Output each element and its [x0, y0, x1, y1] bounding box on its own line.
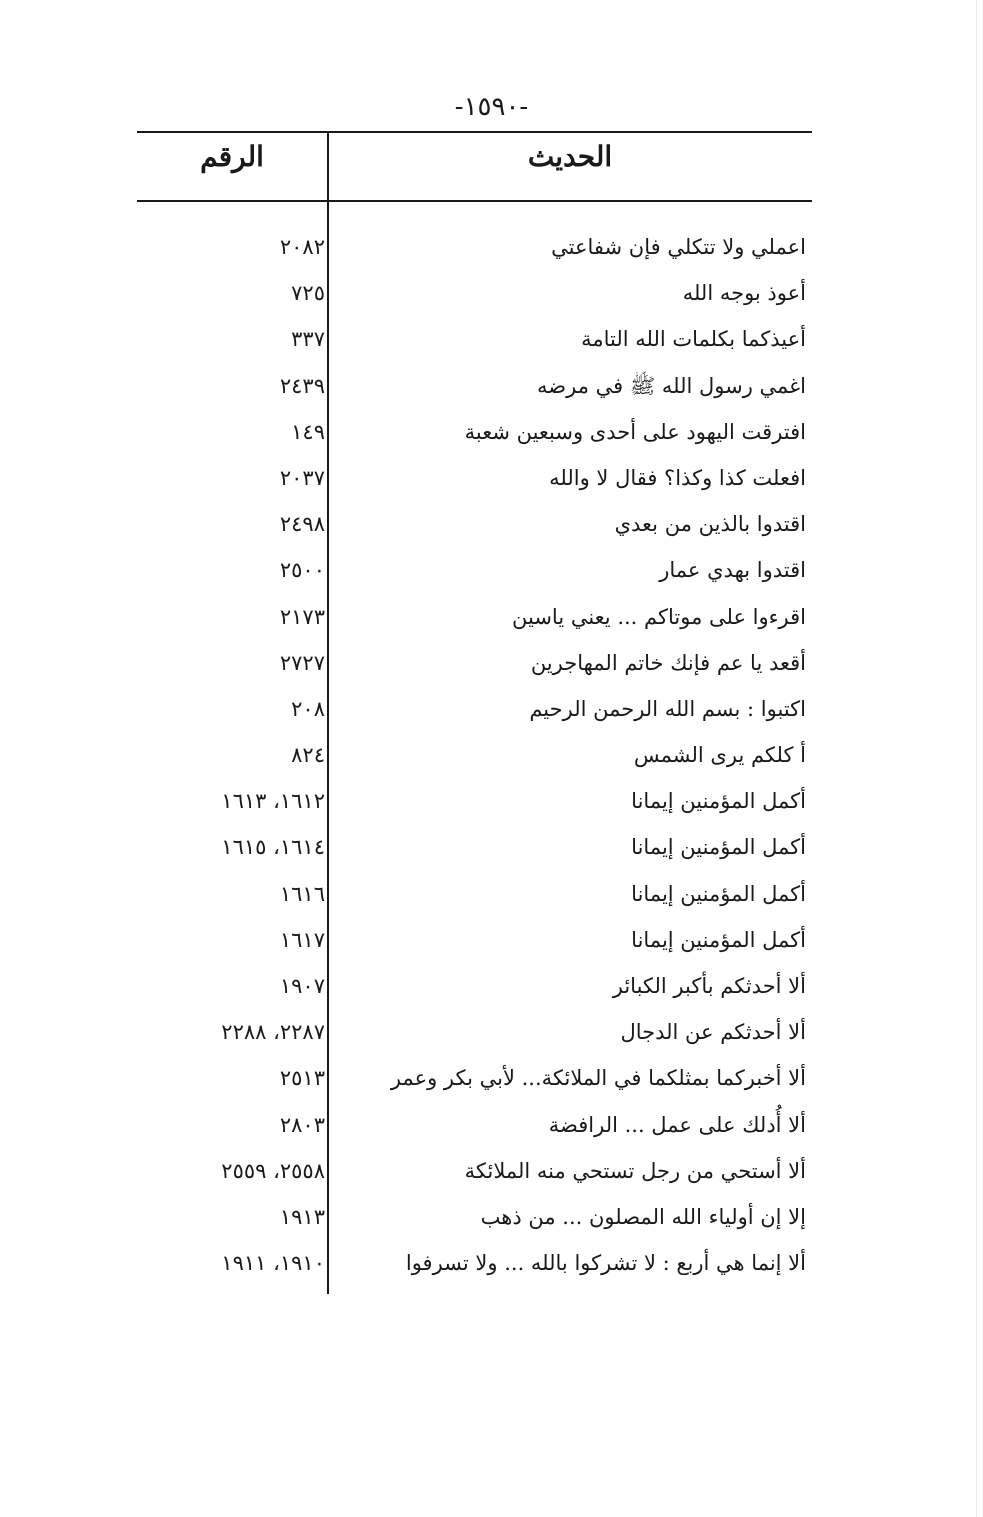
table-row — [137, 409, 812, 455]
hadith-number: ٢٠٨ — [291, 696, 325, 721]
hadith-text: اكتبوا : بسم الله الرحمن الرحيم — [529, 696, 806, 721]
table-row — [137, 1194, 812, 1240]
table-top-rule — [137, 131, 812, 133]
hadith-text: إلا إن أولياء الله المصلون ... من ذهب — [480, 1204, 806, 1229]
hadith-number: ١٦١٤، ١٦١٥ — [221, 835, 325, 860]
hadith-number: ١٩١٠، ١٩١١ — [221, 1251, 325, 1276]
hadith-text: أكمل المؤمنين إيمانا — [631, 927, 806, 952]
hadith-text: افعلت كذا وكذا؟ فقال لا والله — [549, 465, 806, 490]
column-header-number: الرقم — [200, 140, 264, 173]
hadith-text: اقتدوا بهدي عمار — [659, 558, 806, 583]
hadith-text: اغمي رسول الله ﷺ في مرضه — [537, 373, 806, 398]
hadith-number: ١٩١٣ — [279, 1204, 325, 1229]
hadith-number: ١٦١٧ — [279, 927, 325, 952]
hadith-number: ٢٨٠٣ — [279, 1112, 325, 1137]
hadith-text: أكمل المؤمنين إيمانا — [631, 789, 806, 814]
hadith-number: ٢٥٠٠ — [279, 558, 325, 583]
hadith-number: ٣٣٧ — [291, 327, 325, 352]
hadith-text: أعيذكما بكلمات الله التامة — [581, 327, 806, 352]
table-row — [137, 501, 812, 547]
table-row — [137, 1148, 812, 1194]
table-row — [137, 594, 812, 640]
page-edge-line — [976, 0, 977, 1517]
table-row — [137, 224, 812, 270]
table-row — [137, 686, 812, 732]
hadith-number: ٨٢٤ — [291, 743, 325, 768]
table-row — [137, 363, 812, 409]
table-row — [137, 778, 812, 824]
column-header-hadith: الحديث — [527, 140, 613, 173]
hadith-number: ٢٧٢٧ — [279, 650, 325, 675]
hadith-text: ألا أخبركما بمثلكما في الملائكة... لأبي بكر وعمر — [390, 1066, 806, 1091]
table-row — [137, 824, 812, 870]
hadith-number: ١٦١٢، ١٦١٣ — [221, 789, 325, 814]
table-row — [137, 917, 812, 963]
table-row — [137, 1102, 812, 1148]
hadith-text: اعملي ولا تتكلي فإن شفاعتي — [551, 235, 806, 259]
page-number: -١٥٩٠- — [454, 92, 529, 122]
hadith-text: ألا أستحي من رجل تستحي منه الملائكة — [464, 1158, 806, 1183]
hadith-number: ٢٤٩٨ — [279, 512, 325, 537]
hadith-text: أكمل المؤمنين إيمانا — [631, 835, 806, 860]
hadith-text: افترقت اليهود على أحدى وسبعين شعبة — [464, 419, 806, 444]
hadith-number: ١٩٠٧ — [279, 974, 325, 998]
index-table-body — [137, 224, 812, 1286]
table-row — [137, 871, 812, 917]
table-row — [137, 1009, 812, 1055]
hadith-text: أقعد يا عم فإنك خاتم المهاجرين — [530, 650, 806, 675]
table-row — [137, 1240, 812, 1286]
hadith-number: ٢٥٥٨، ٢٥٥٩ — [221, 1158, 325, 1183]
hadith-number: ٢٤٣٩ — [279, 373, 325, 398]
hadith-text: أعوذ بوجه الله — [682, 281, 806, 306]
table-row — [137, 547, 812, 593]
hadith-text: ألا أُدلك على عمل ... الرافضة — [548, 1112, 806, 1137]
table-row — [137, 1055, 812, 1101]
hadith-text: ألا إنما هي أربع : لا تشركوا بالله ... ولا تسرفوا — [405, 1251, 806, 1276]
table-header-rule — [137, 200, 812, 202]
hadith-text: أ كلكم يرى الشمس — [633, 743, 806, 768]
hadith-number: ١٤٩ — [291, 419, 325, 444]
table-row — [137, 270, 812, 316]
table-row — [137, 963, 812, 1009]
table-row — [137, 640, 812, 686]
hadith-text: ألا أحدثكم عن الدجال — [620, 1020, 806, 1045]
table-row — [137, 316, 812, 362]
hadith-number: ٢٠٨٢ — [279, 235, 325, 259]
hadith-number: ١٦١٦ — [279, 881, 325, 906]
hadith-number: ٢١٧٣ — [279, 604, 325, 629]
table-row — [137, 732, 812, 778]
hadith-text: أكمل المؤمنين إيمانا — [631, 881, 806, 906]
hadith-number: ٢٥١٣ — [279, 1066, 325, 1091]
hadith-text: ألا أحدثكم بأكبر الكبائر — [612, 974, 806, 998]
hadith-text: اقتدوا بالذين من بعدي — [614, 512, 806, 537]
hadith-number: ٧٢٥ — [291, 281, 325, 306]
table-row — [137, 455, 812, 501]
hadith-text: اقرءوا على موتاكم ... يعني ياسين — [512, 604, 806, 629]
hadith-number: ٢٢٨٧، ٢٢٨٨ — [221, 1020, 325, 1045]
hadith-number: ٢٠٣٧ — [279, 465, 325, 490]
